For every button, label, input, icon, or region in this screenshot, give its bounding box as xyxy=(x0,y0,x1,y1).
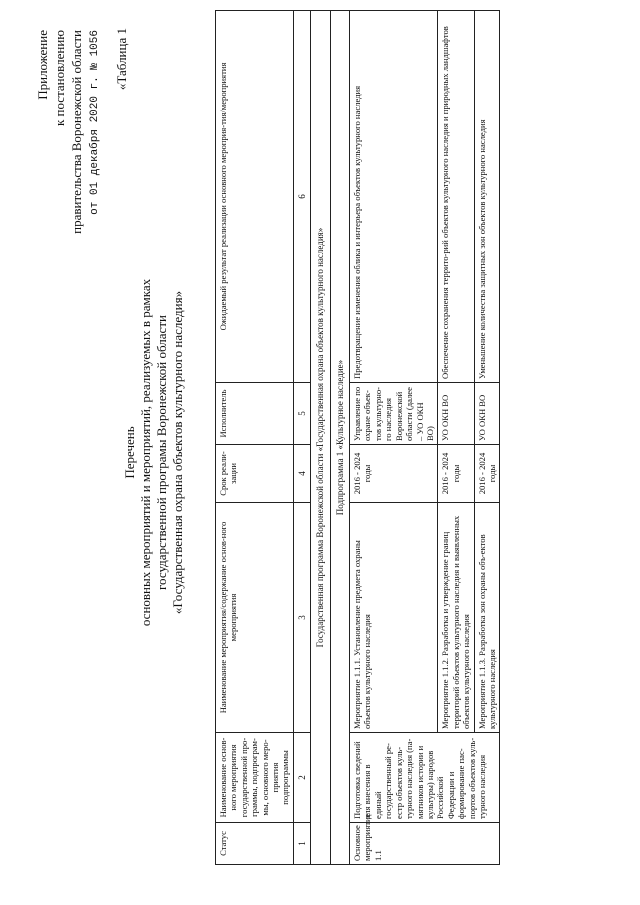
period-cell: 2016 - 2024 годы xyxy=(438,445,474,503)
executor-cell: УО ОКН ВО xyxy=(474,383,500,445)
executor-cell: Управление по охране объек-тов культурно-го наследия Воронежской области (далее – УО ОКН ВО) xyxy=(350,383,438,445)
col-number: 5 xyxy=(293,383,310,445)
program-row xyxy=(311,11,330,865)
table-row xyxy=(350,11,438,865)
result-cell: Предотвращение изменения облика и интерьера объектов культурного наследия xyxy=(350,11,438,383)
title-line-1: Перечень xyxy=(122,426,137,479)
header-executor: Исполнитель xyxy=(216,383,294,445)
header-main-event: Наименование основ-ного мероприятия государственной про-граммы, подпрограм-мы, основного меро-приятия подпрограммы xyxy=(216,733,294,823)
col-number: 1 xyxy=(293,823,310,865)
date-number-line: от 01 декабря 2020 г. № 1056 xyxy=(89,30,101,215)
appendix-label: Приложение xyxy=(35,30,50,100)
title-line-3: государственной програмы Воронежской области xyxy=(154,315,169,590)
events-table xyxy=(215,10,500,865)
subprogram-row xyxy=(330,11,349,865)
col-number: 2 xyxy=(293,733,310,823)
resolution-label: к постановлению xyxy=(52,30,67,127)
program-title: Государственная программа Воронежской области «Государственная охрана объектов культурного наследия» xyxy=(311,11,330,865)
col-number: 4 xyxy=(293,445,310,503)
table-header-row xyxy=(216,11,294,865)
title-line-4: «Государственная охрана объектов культурного наследия» xyxy=(170,290,185,615)
period-cell: 2016 - 2024 годы xyxy=(474,445,500,503)
main-event-cell: Подготовка сведений для внесения в единый государственный ре-естр объектов куль-турного наследия (па-мятников истории и культуры) народов Российской Федерации и формирование пас-портов объектов куль-турного наследия xyxy=(350,733,500,823)
col-number: 6 xyxy=(293,11,310,383)
period-cell: 2016 - 2024 годы xyxy=(350,445,438,503)
event-name-cell: Мероприятие 1.1.3. Разработка зон охраны объ-ектов культурного наследия xyxy=(474,503,500,733)
header-period: Срок реали-зации xyxy=(216,445,294,503)
event-name-cell: Мероприятие 1.1.1. Установление предмета охраны объектов культурного наследия xyxy=(350,503,438,733)
header-result: Ожидаемый результат реализации основного мероприя-тия/мероприятия xyxy=(216,11,294,383)
event-name-cell: Мероприятие 1.1.2. Разработка и утверждение границ территорий объектов культурного наследия и выявленных объектов культурного наследия xyxy=(438,503,474,733)
column-number-row xyxy=(293,11,310,865)
executor-cell: УО ОКН ВО xyxy=(438,383,474,445)
document-title xyxy=(122,0,186,905)
title-line-2: основных мероприятий и мероприятий, реализуемых в рамках xyxy=(138,278,153,627)
subprogram-title: Подпрограмма 1 «Культурное наследие» xyxy=(330,11,349,865)
appendix-header xyxy=(34,30,104,234)
result-cell: Обеспечение сохранения террито-рий объектов культурного наследия и природных ландшафтов xyxy=(438,11,474,383)
result-cell: Уменьшение количества защитных зон объектов культурного наследия xyxy=(474,11,500,383)
government-label: правительства Воронежской области xyxy=(69,30,84,234)
status-cell: Основное мероприятие 1.1 xyxy=(350,823,500,865)
table-number: «Таблица 1 xyxy=(114,28,129,91)
header-event-name: Наименование мероприятия/содержание основ-ного мероприятия xyxy=(216,503,294,733)
col-number: 3 xyxy=(293,503,310,733)
header-status: Статус xyxy=(216,823,294,865)
